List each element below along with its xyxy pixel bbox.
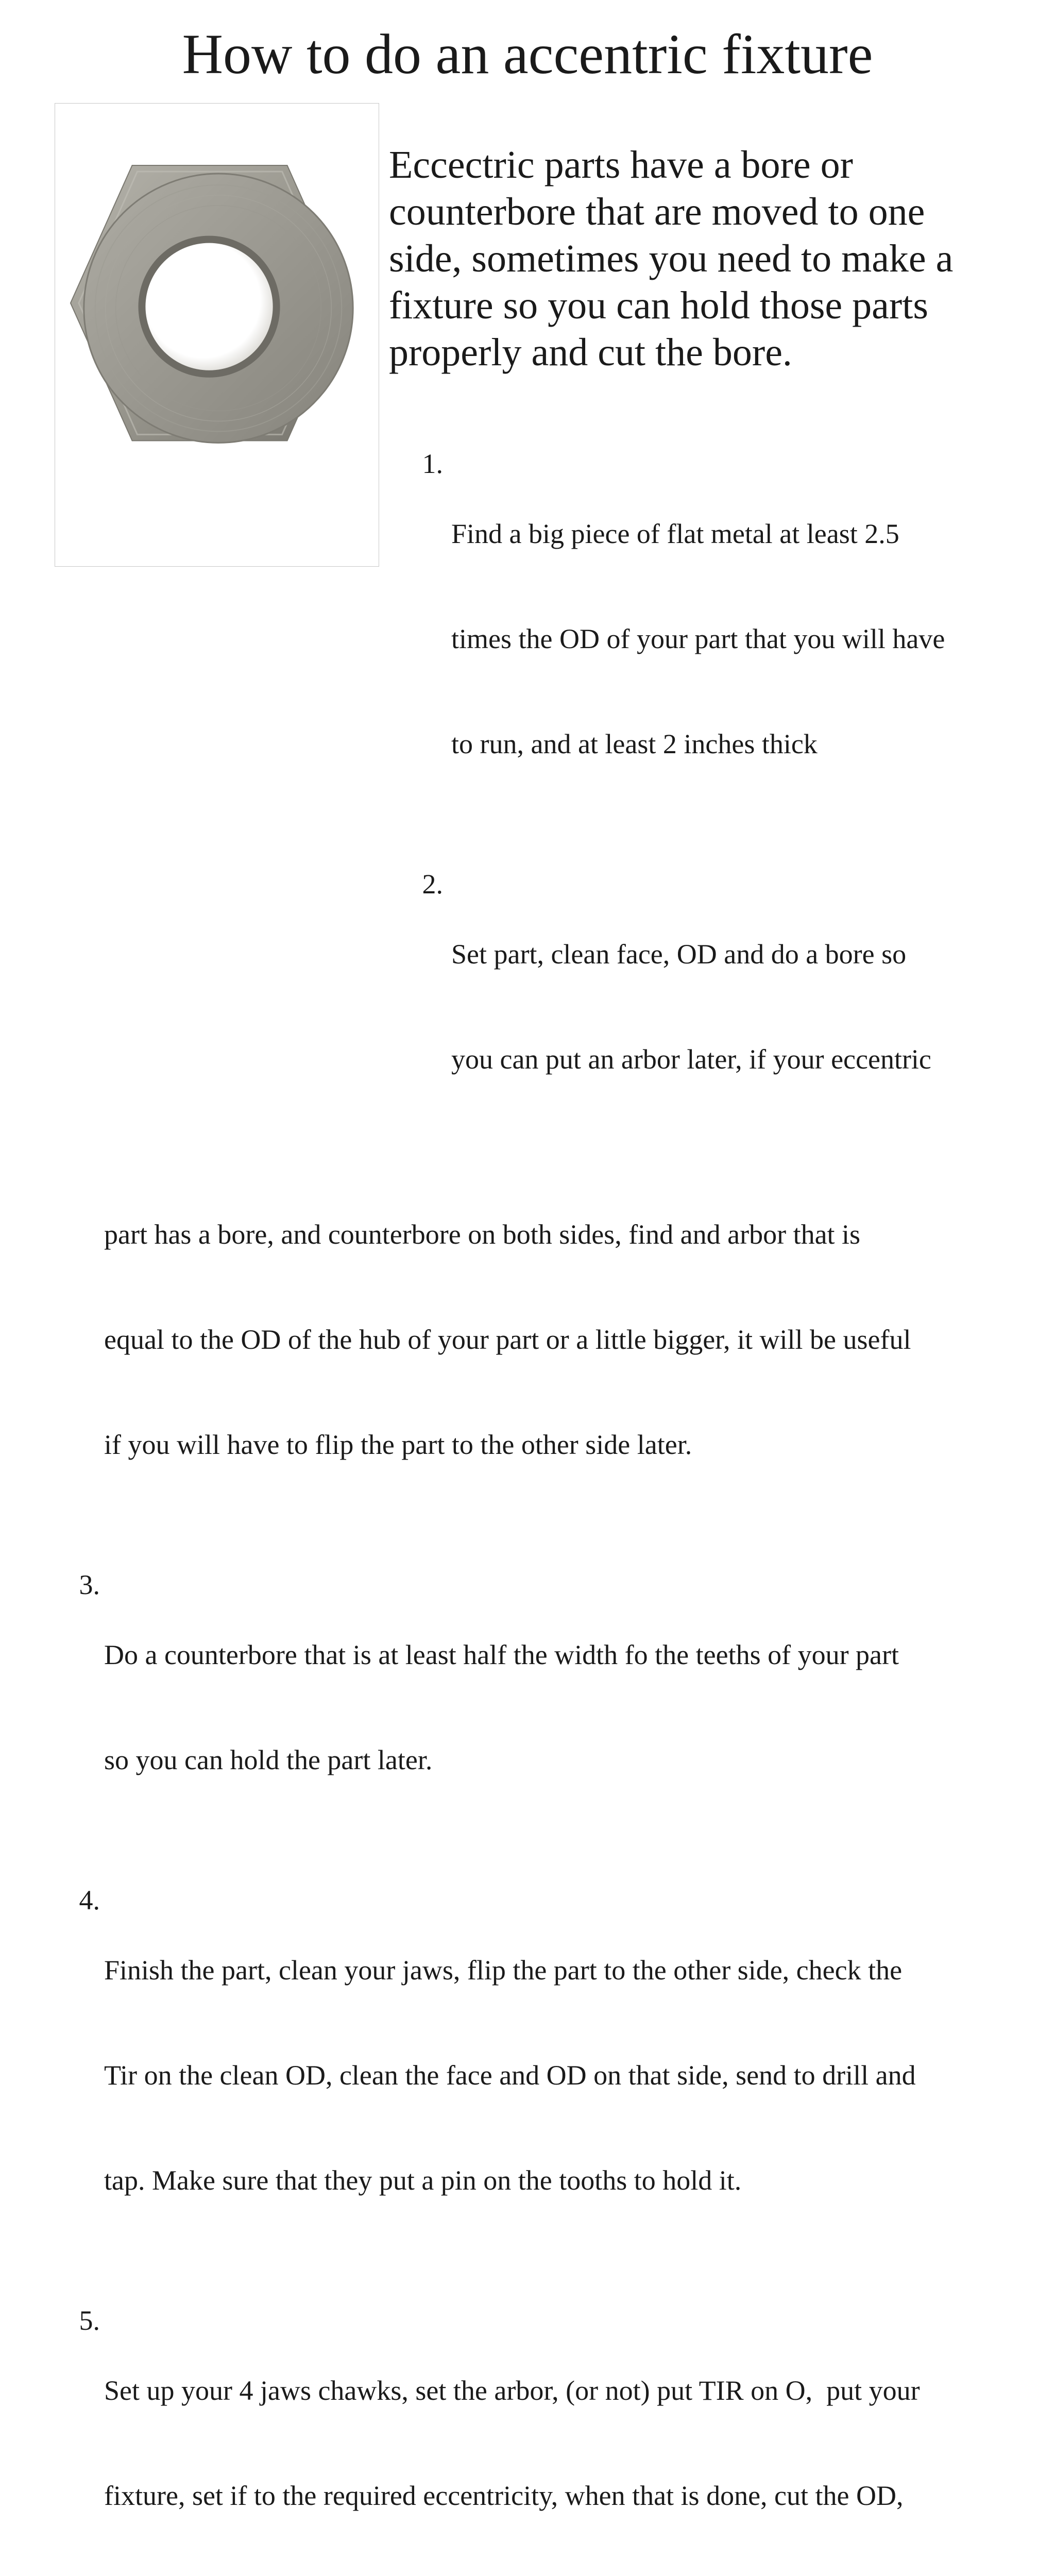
step-line: Set up your 4 jaws chawks, set the arbor, (or not) put TIR on O, put your: [104, 2375, 920, 2406]
step-number: 2.: [422, 869, 443, 900]
step-line: Tir on the clean OD, clean the face and OD on that side, send to drill and: [104, 2060, 916, 2091]
step-line: Do a counterbore that is at least half the width fo the teeths of your part: [104, 1639, 899, 1670]
intro-line: fixture so you can hold those parts: [389, 284, 928, 327]
step-number: 5.: [79, 2305, 100, 2336]
intro-line: properly and cut the bore.: [389, 331, 792, 374]
step-line: you can put an arbor later, if your eccentric: [451, 1044, 931, 1075]
step-line: equal to the OD of the hub of your part or a little bigger, it will be useful: [104, 1324, 911, 1355]
step-number: 1.: [422, 448, 443, 479]
step-line: part has a bore, and counterbore on both sides, find and arbor that is: [104, 1219, 861, 1250]
page-title: How to do an accentric fixture: [182, 23, 873, 86]
step-1: [0, 411, 1055, 832]
step-2: [0, 832, 1055, 1147]
steps-list: [0, 411, 1055, 2576]
step-line: fixture, set if to the required eccentricity, when that is done, cut the OD,: [104, 2480, 904, 2511]
intro-line: side, sometimes you need to make a: [389, 237, 954, 280]
step-line: tap. Make sure that they put a pin on the tooths to hold it.: [104, 2165, 742, 2196]
step-2-continued: [0, 1147, 1055, 1532]
step-line: if you will have to flip the part to the other side later.: [104, 1429, 692, 1460]
step-number: 4.: [79, 1885, 100, 1916]
step-line: so you can hold the part later.: [104, 1744, 433, 1775]
step-line: Set part, clean face, OD and do a bore so: [451, 939, 907, 970]
step-5: [0, 2268, 1055, 2576]
step-line: Find a big piece of flat metal at least 2.5: [451, 518, 899, 549]
step-line: Finish the part, clean your jaws, flip the part to the other side, check the: [104, 1955, 903, 1986]
step-number: 3.: [79, 1569, 100, 1600]
step-4: [0, 1848, 1055, 2268]
intro-line: counterbore that are moved to one: [389, 190, 925, 233]
step-line: to run, and at least 2 inches thick: [451, 728, 818, 759]
intro-paragraph: [389, 142, 1028, 376]
step-3: [0, 1532, 1055, 1848]
step-line: times the OD of your part that you will have: [451, 623, 945, 654]
intro-line: Eccectric parts have a bore or: [389, 143, 853, 187]
